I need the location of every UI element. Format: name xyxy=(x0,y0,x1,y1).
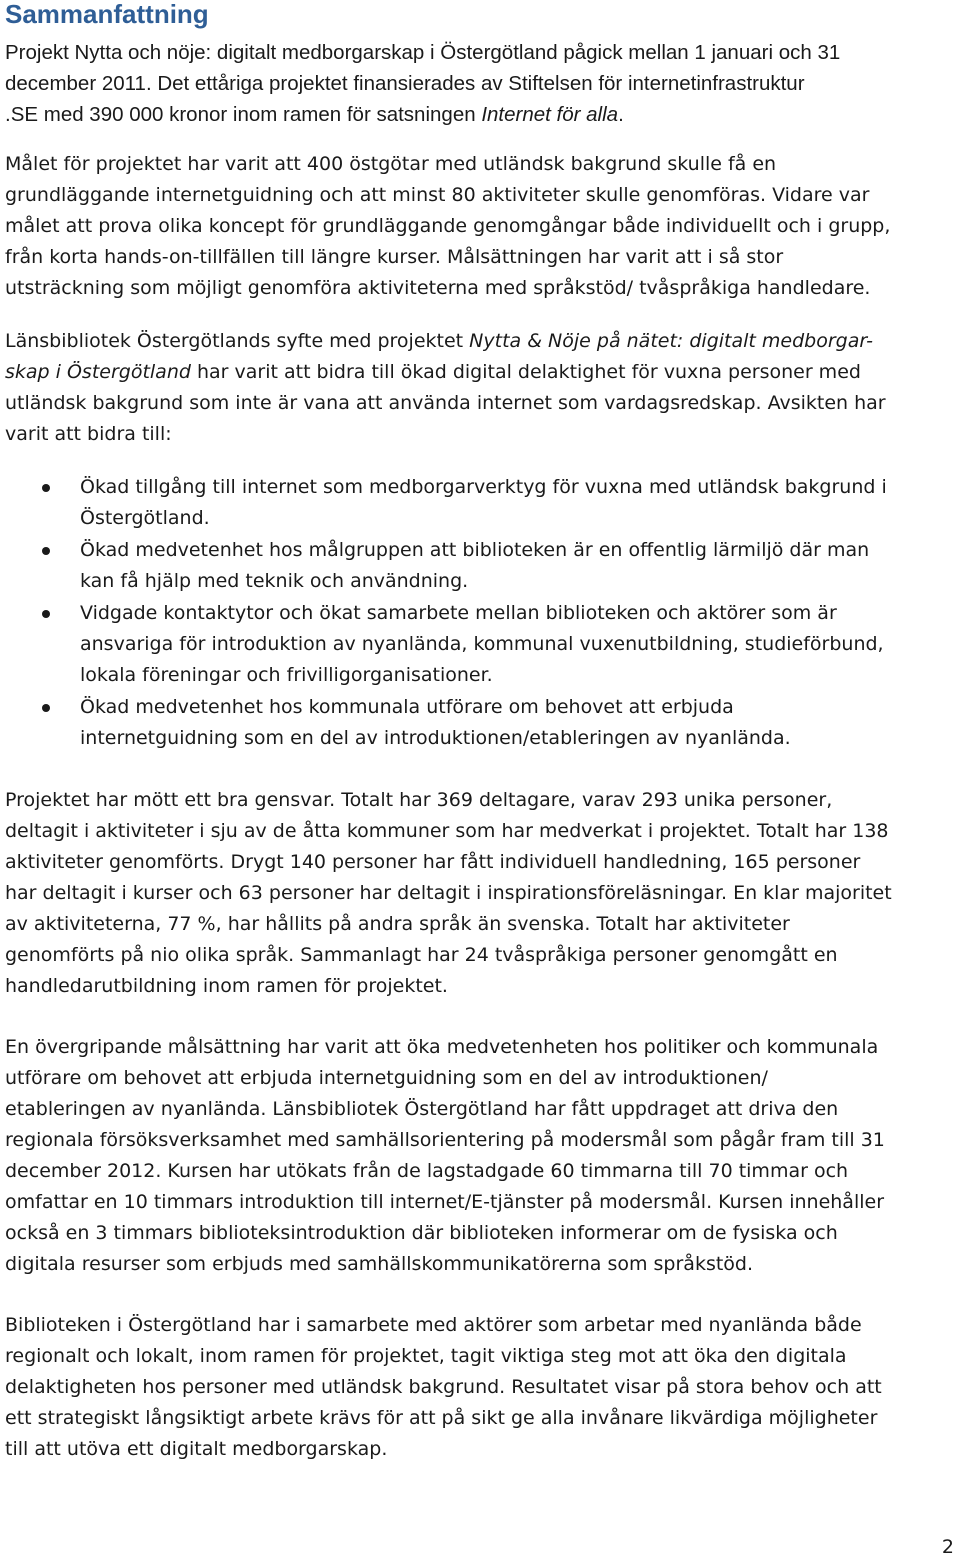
bullet-icon xyxy=(42,704,50,712)
section-heading: Sammanfattning xyxy=(5,0,209,29)
text-line: regionalt och lokalt, inom ramen för projektet, tagit viktiga steg mot att öka den digitala xyxy=(5,1345,847,1367)
text-line: Ökad medvetenhet hos kommunala utförare om behovet att erbjuda xyxy=(80,696,734,718)
paragraph-awareness xyxy=(5,1032,960,1280)
text-line: från korta hands-on-tillfällen till längre kurser. Målsättningen har varit att i så stor xyxy=(5,246,784,268)
text-line: deltagit i aktiviteter i sju av de åtta kommuner som har medverkat i projektet. Totalt har 138 xyxy=(5,820,889,842)
bullet-icon xyxy=(42,484,50,492)
text-line: omfattar en 10 timmars introduktion till internet/E-tjänster på modersmål. Kursen innehåller xyxy=(5,1191,885,1213)
text-line: Biblioteken i Östergötland har i samarbete med aktörer som arbetar med nyanlända både xyxy=(5,1314,862,1336)
text-line: internetguidning som en del av introduktionen/etableringen av nyanlända. xyxy=(80,727,791,749)
text-line: digitala resurser som erbjuds med samhällskommunikatörerna som språkstöd. xyxy=(5,1253,754,1275)
text-line: Ökad tillgång till internet som medborgarverktyg för vuxna med utländsk bakgrund i xyxy=(80,476,887,498)
text-line: har deltagit i kurser och 63 personer har deltagit i inspirationsföreläsningar. En klar majoritet xyxy=(5,882,892,904)
text-line: .SE med 390 000 kronor inom ramen för satsningen Internet för alla. xyxy=(5,103,624,126)
text-line: december 2012. Kursen har utökats från de lagstadgade 60 timmarna till 70 timmar och xyxy=(5,1160,849,1182)
program-name: Internet för alla xyxy=(481,103,619,126)
text-line: december 2011. Det ettåriga projektet finansierades av Stiftelsen för internetinfrastruktur xyxy=(5,72,805,95)
text-line: etableringen av nyanlända. Länsbibliotek Östergötland har fått uppdraget att driva den xyxy=(5,1098,839,1120)
paragraph-results xyxy=(5,785,960,1002)
text-line: målet att prova olika koncept för grundläggande genomgångar både individuellt och i grupp, xyxy=(5,215,891,237)
text-line: regionala försöksverksamhet med samhällsorientering på modersmål som pågår fram till 31 xyxy=(5,1129,885,1151)
paragraph-goals xyxy=(5,149,960,304)
text-line: aktiviteter genomförts. Drygt 140 personer har fått individuell handledning, 165 personer xyxy=(5,851,861,873)
text-line: En övergripande målsättning har varit att öka medvetenheten hos politiker och kommunala xyxy=(5,1036,879,1058)
text-line: varit att bidra till: xyxy=(5,423,172,445)
text-line: till att utöva ett digitalt medborgarskap. xyxy=(5,1438,388,1460)
text-line: Ökad medvetenhet hos målgruppen att biblioteken är en offentlig lärmiljö där man xyxy=(80,539,870,561)
text-line: Östergötland. xyxy=(80,507,210,529)
text-line: ansvariga för introduktion av nyanlända, kommunal vuxenutbildning, studieförbund, xyxy=(80,633,884,655)
text-line: ett strategiskt långsiktigt arbete krävs för att på sikt ge alla invånare likvärdiga möjligheter xyxy=(5,1407,878,1429)
text-line: grundläggande internetguidning och att minst 80 aktiviteter skulle genomföras. Vidare var xyxy=(5,184,870,206)
text-line: också en 3 timmars biblioteksintroduktion där biblioteken informerar om de fysiska och xyxy=(5,1222,838,1244)
paragraph-conclusion xyxy=(5,1310,960,1465)
text-line: Projektet har mött ett bra gensvar. Totalt har 369 deltagare, varav 293 unika personer, xyxy=(5,789,833,811)
paragraph-purpose xyxy=(5,326,960,450)
text-line: kan få hjälp med teknik och användning. xyxy=(80,570,469,592)
text-line: av aktiviteterna, 77 %, har hållits på andra språk än svenska. Totalt har aktiviteter xyxy=(5,913,790,935)
text-line: Målet för projektet har varit att 400 östgötar med utländsk bakgrund skulle få en xyxy=(5,153,777,175)
text-line: Vidgade kontaktytor och ökat samarbete mellan biblioteken och aktörer som är xyxy=(80,602,837,624)
project-title-cont: skap i Östergötland xyxy=(5,361,191,383)
text-line: utförare om behovet att erbjuda internetguidning som en del av introduktionen/ xyxy=(5,1067,768,1089)
text-line: utsträckning som möjligt genomföra aktiviteterna med språkstöd/ tvåspråkiga handledare. xyxy=(5,277,871,299)
text-line: Projekt Nytta och nöje: digitalt medborgarskap i Östergötland pågick mellan 1 januari och 31 xyxy=(5,41,841,64)
text-line: utländsk bakgrund som inte är vana att använda internet som vardagsredskap. Avsikten har xyxy=(5,392,886,414)
text-line: Länsbibliotek Östergötlands syfte med projektet Nytta & Nöje på nätet: digitalt medborgar- xyxy=(5,330,873,352)
bullet-icon xyxy=(42,610,50,618)
text-line: delaktigheten hos personer med utländsk bakgrund. Resultatet visar på stora behov och att xyxy=(5,1376,882,1398)
project-title: Nytta & Nöje på nätet: digitalt medborgar- xyxy=(469,330,873,352)
text-line: skap i Östergötland har varit att bidra till ökad digital delaktighet för vuxna personer med xyxy=(5,361,861,383)
text-line: lokala föreningar och frivilligorganisationer. xyxy=(80,664,493,686)
page-number: 2 xyxy=(941,1536,954,1558)
text-line: handledarutbildning inom ramen för projektet. xyxy=(5,975,448,997)
text-line: genomförts på nio olika språk. Sammanlagt har 24 tvåspråkiga personer genomgått en xyxy=(5,944,838,966)
paragraph-intro xyxy=(5,37,960,130)
bullet-icon xyxy=(42,547,50,555)
